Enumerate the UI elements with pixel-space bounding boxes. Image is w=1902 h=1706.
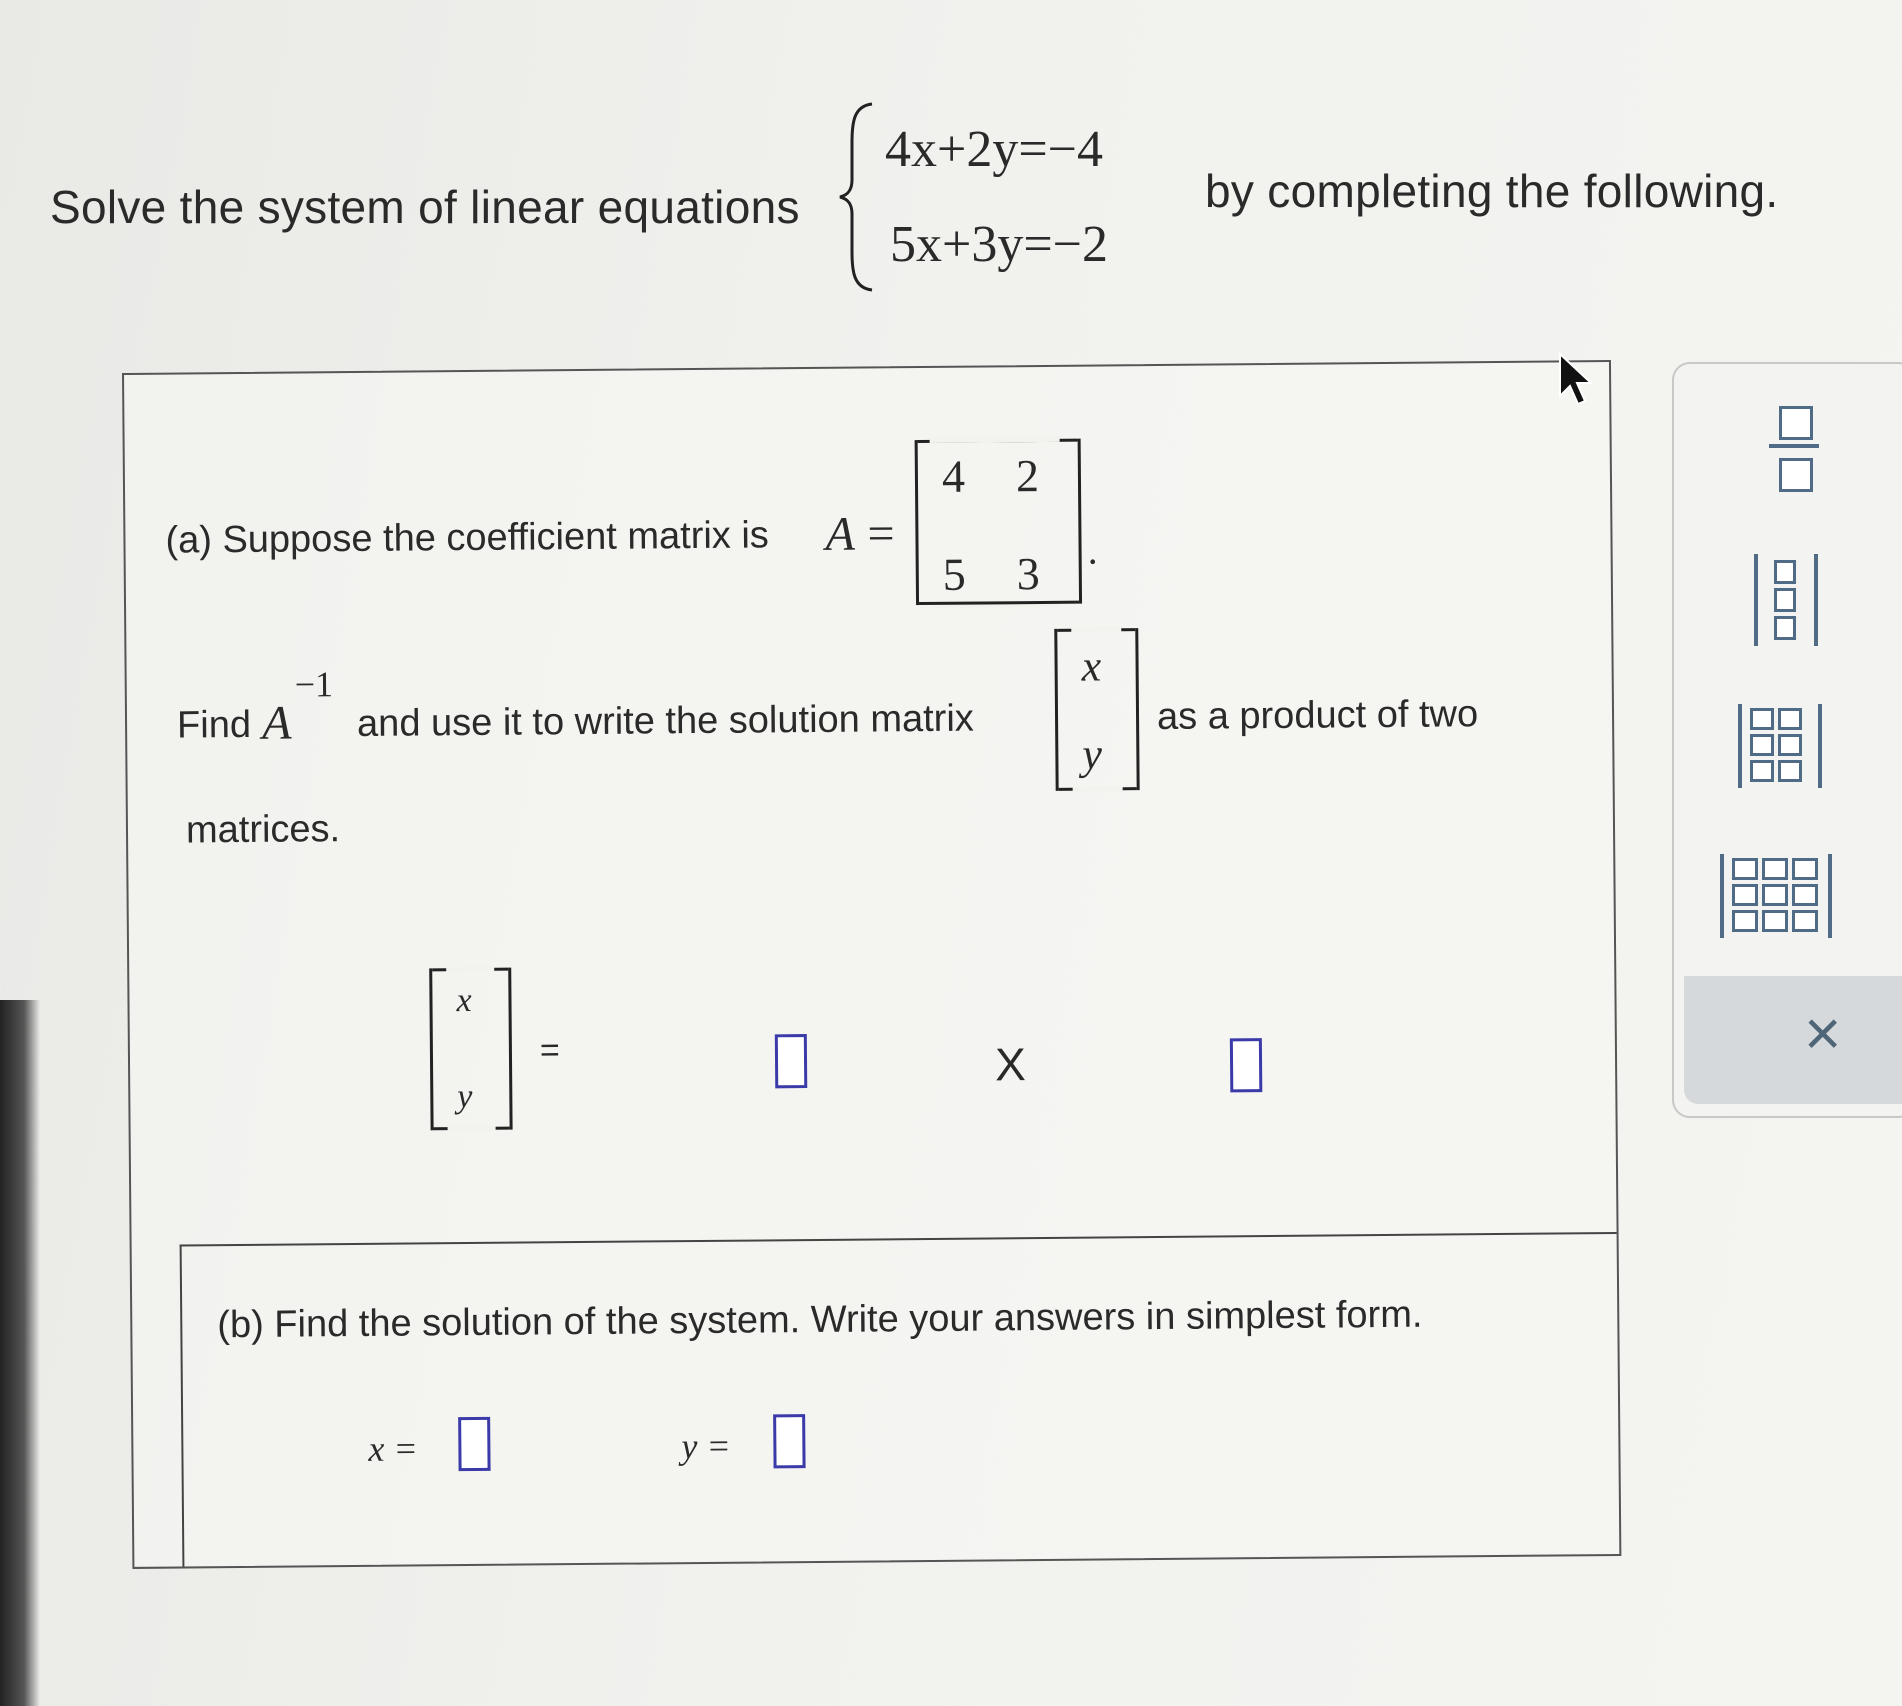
part-a-text-4: matrices. bbox=[185, 808, 341, 852]
fraction-tool-icon[interactable] bbox=[1769, 406, 1819, 492]
product-equals: = bbox=[539, 1031, 560, 1070]
solution-vector bbox=[1054, 628, 1139, 791]
math-toolbar bbox=[1672, 362, 1902, 1118]
system-brace bbox=[836, 102, 876, 292]
constant-matrix-answer-box[interactable] bbox=[1230, 1038, 1262, 1092]
matrix-cell: 5 bbox=[942, 548, 967, 600]
close-icon: × bbox=[1804, 997, 1842, 1069]
matrix-a-label: A bbox=[825, 507, 855, 561]
part-b-text: (b) Find the solution of the system. Write your answers in simplest form. bbox=[217, 1293, 1423, 1347]
x-answer-box[interactable] bbox=[458, 1417, 490, 1471]
times-symbol: X bbox=[994, 1038, 1026, 1091]
part-divider bbox=[180, 1232, 1617, 1247]
matrix-cell: 3 bbox=[1016, 547, 1041, 600]
matrix-cell: 4 bbox=[941, 450, 966, 502]
period: . bbox=[1087, 527, 1098, 573]
matrix-3x1-tool-icon[interactable] bbox=[1754, 554, 1818, 646]
question-intro: Solve the system of linear equations bbox=[50, 181, 800, 233]
equation-2: 5x+3y=−2 bbox=[890, 216, 1108, 273]
find-prefix: Find bbox=[176, 703, 252, 747]
lhs-vector bbox=[429, 968, 512, 1131]
part-a-text-3: as a product of two bbox=[1156, 693, 1479, 738]
question-outro: by completing the following. bbox=[1205, 165, 1779, 217]
vector-y: y bbox=[1082, 729, 1103, 779]
lhs-vector-x: x bbox=[456, 981, 472, 1020]
part-b-border bbox=[180, 1245, 185, 1567]
lhs-vector-y: y bbox=[457, 1077, 473, 1116]
equation-1: 4x+2y=−4 bbox=[885, 121, 1103, 178]
question-panel bbox=[122, 360, 1621, 1569]
part-a-text-2: and use it to write the solution matrix bbox=[356, 697, 974, 745]
x-answer-label: x = bbox=[368, 1428, 418, 1469]
screen-edge-shadow bbox=[0, 1000, 40, 1706]
equals-sign: = bbox=[867, 507, 895, 561]
inverse-matrix-answer-box[interactable] bbox=[775, 1034, 807, 1088]
inverse-base: A bbox=[261, 696, 292, 750]
vector-x: x bbox=[1081, 641, 1102, 691]
matrix-3x3-tool-icon[interactable] bbox=[1720, 854, 1832, 938]
clear-button[interactable] bbox=[1684, 976, 1902, 1104]
y-answer-label: y = bbox=[681, 1425, 731, 1467]
y-answer-box[interactable] bbox=[773, 1414, 805, 1468]
coefficient-matrix bbox=[915, 439, 1082, 605]
mouse-cursor-icon bbox=[1558, 352, 1594, 408]
inverse-exponent: −1 bbox=[294, 664, 334, 705]
matrix-3x2-tool-icon[interactable] bbox=[1738, 704, 1822, 788]
matrix-cell: 2 bbox=[1015, 450, 1040, 502]
part-a-text: (a) Suppose the coefficient matrix is bbox=[165, 514, 769, 562]
